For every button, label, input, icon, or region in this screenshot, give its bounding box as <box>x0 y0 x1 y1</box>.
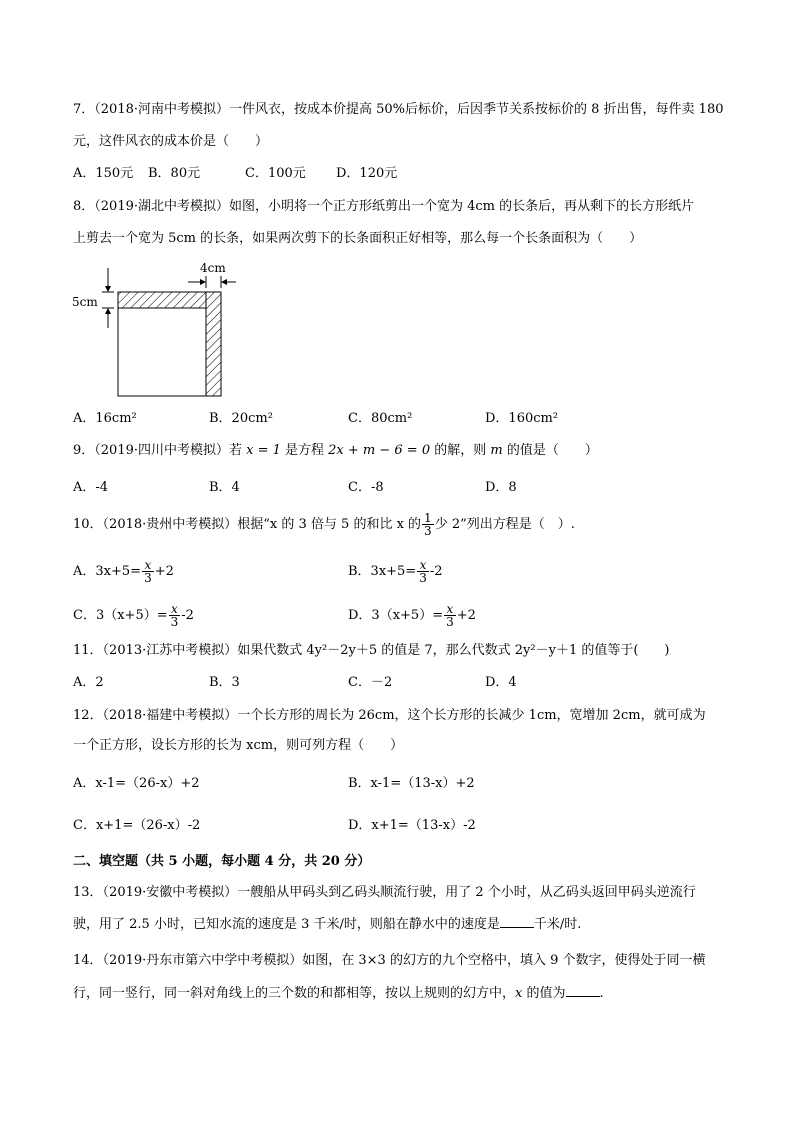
q9-prefix: 9．（2019·四川中考模拟）若 <box>73 443 247 458</box>
q11-line: 11．（2013·江苏中考模拟）如果代数式 4y²－2y＋5 的值是 7，那么代数式 2y²－y＋1 的值等于( ) <box>73 643 670 658</box>
q8-option-c: C．80cm² <box>348 411 413 426</box>
q10-d-pre: D．3（x+5）= <box>348 608 444 623</box>
q10-option-b <box>348 559 443 584</box>
q9-option-a: A．-4 <box>73 480 109 495</box>
q10-c-den: 3 <box>170 615 179 629</box>
q10-b-pre: B．3x+5= <box>348 564 417 579</box>
q7-option-c: C．100元 <box>245 166 306 181</box>
q10-frac-num: 1 <box>424 511 432 525</box>
q13-line2 <box>73 915 581 934</box>
q11-option-c: C．－2 <box>348 675 393 690</box>
q9-option-c: C．-8 <box>348 480 384 495</box>
q7-line1: 7．（2018·河南中考模拟）一件风衣，按成本价提高 50%后标价，后因季节关系按标价的 8 折出售，每件卖 180 <box>73 102 724 117</box>
q9-line <box>73 442 598 460</box>
q11-option-d: D．4 <box>485 675 517 690</box>
q9-equation: 2x + m − 6 = 0 <box>328 443 431 458</box>
q14-line2-a: 行，同一竖行，同一斜对角线上的三个数的和都相等，按以上规则的幻方中， <box>73 986 516 1001</box>
q8-option-d: D．160cm² <box>485 411 559 426</box>
q12-option-c: C．x+1=（26-x）-2 <box>73 818 201 833</box>
q9-option-b: B．4 <box>209 480 240 495</box>
q9-mid: 是方程 <box>280 443 329 458</box>
q10-b-post: -2 <box>429 564 443 579</box>
q10-option-c <box>73 603 194 628</box>
q14-line2 <box>73 984 604 1003</box>
q10-a-num: x <box>144 558 152 572</box>
q9-suffix1: 的解，则 <box>430 443 491 458</box>
q13-answer-blank <box>500 915 534 928</box>
q10-c-frac <box>169 603 181 628</box>
q7-option-d: D．120元 <box>336 166 398 181</box>
q14-variable: x <box>515 986 523 1001</box>
q14-line2-b: 的值为 <box>522 986 566 1001</box>
q10-fraction <box>422 512 434 537</box>
q9-suffix2: 的值是（ ） <box>502 443 598 458</box>
q10-prefix: 10．（2018·贵州中考模拟）根据“x 的 3 倍与 5 的和比 x 的 <box>73 517 422 532</box>
q10-c-pre: C．3（x+5）= <box>73 608 168 623</box>
q7-option-a: A．150元 <box>73 166 134 181</box>
q8-top-strip <box>118 292 206 308</box>
q12-line1: 12．（2018·福建中考模拟）一个长方形的周长为 26cm，这个长方形的长减少 1cm，宽增加 2cm，就可成为 <box>73 708 706 723</box>
q8-line2: 上剪去一个宽为 5cm 的长条，如果两次剪下的长条面积正好相等，那么每一个长条面积为（ ） <box>73 231 643 246</box>
q14-answer-blank <box>566 984 600 997</box>
q10-a-pre: A．3x+5= <box>73 564 142 579</box>
q11-option-b: B．3 <box>209 675 240 690</box>
q10-d-den: 3 <box>446 615 454 629</box>
q10-suffix: 少 2”列出方程是（ ）. <box>434 517 575 532</box>
q10-option-a <box>73 559 174 584</box>
q10-a-post: +2 <box>154 564 174 579</box>
q10-d-num: x <box>446 602 454 616</box>
q9-condition: x = 1 <box>246 443 281 458</box>
q11-option-a: A．2 <box>73 675 104 690</box>
q13-line2-a: 驶，用了 2.5 小时，已知水流的速度是 3 千米/时，则船在静水中的速度是 <box>73 917 500 932</box>
q13-line1: 13．（2019·安徽中考模拟）一艘船从甲码头到乙码头顺流行驶，用了 2 个小时，从乙码头返回甲码头逆流行 <box>73 885 696 900</box>
q8-line1: 8．（2019·湖北中考模拟）如图，小明将一个正方形纸剪出一个宽为 4cm 的长条后，再从剩下的长方形纸片 <box>73 199 695 214</box>
q8-option-a: A．16cm² <box>73 411 137 426</box>
q10-c-num: x <box>171 602 178 616</box>
q14-line1: 14．（2019·丹东市第六中学中考模拟）如图，在 3×3 的幻方的九个空格中，填入 9 个数字，使得处于同一横 <box>73 953 706 968</box>
q8-right-strip <box>206 292 221 396</box>
q10-d-post: +2 <box>456 608 476 623</box>
q8-option-b: B．20cm² <box>209 411 273 426</box>
q10-b-den: 3 <box>419 571 427 585</box>
q12-option-b: B．x-1=（13-x）+2 <box>348 776 475 791</box>
q7-option-b: B．80元 <box>148 166 201 181</box>
q8-square-figure <box>70 258 240 404</box>
q14-line2-c: . <box>599 986 604 1001</box>
q9-option-d: D．8 <box>485 480 517 495</box>
q13-line2-b: 千米/时. <box>533 917 582 932</box>
q10-frac-den: 3 <box>424 524 432 538</box>
q8-label-4cm: 4cm <box>200 261 226 275</box>
q10-line <box>73 512 575 537</box>
q10-a-den: 3 <box>144 571 152 585</box>
q8-label-5cm: 5cm <box>72 295 98 309</box>
q7-line2: 元，这件风衣的成本价是（ ） <box>73 134 269 149</box>
q12-line2: 一个正方形，设长方形的长为 xcm，则可列方程（ ） <box>73 738 404 753</box>
q10-d-frac <box>444 603 456 628</box>
q10-b-num: x <box>419 558 427 572</box>
q10-b-frac <box>417 559 429 584</box>
q10-option-d <box>348 603 476 628</box>
q12-option-a: A．x-1=（26-x）+2 <box>73 776 200 791</box>
q9-variable: m <box>490 443 503 458</box>
q12-option-d: D．x+1=（13-x）-2 <box>348 818 476 833</box>
q10-a-frac <box>142 559 154 584</box>
section2-title: 二、填空题（共 5 小题，每小题 4 分，共 20 分） <box>73 854 371 869</box>
q10-c-post: -2 <box>181 608 194 623</box>
